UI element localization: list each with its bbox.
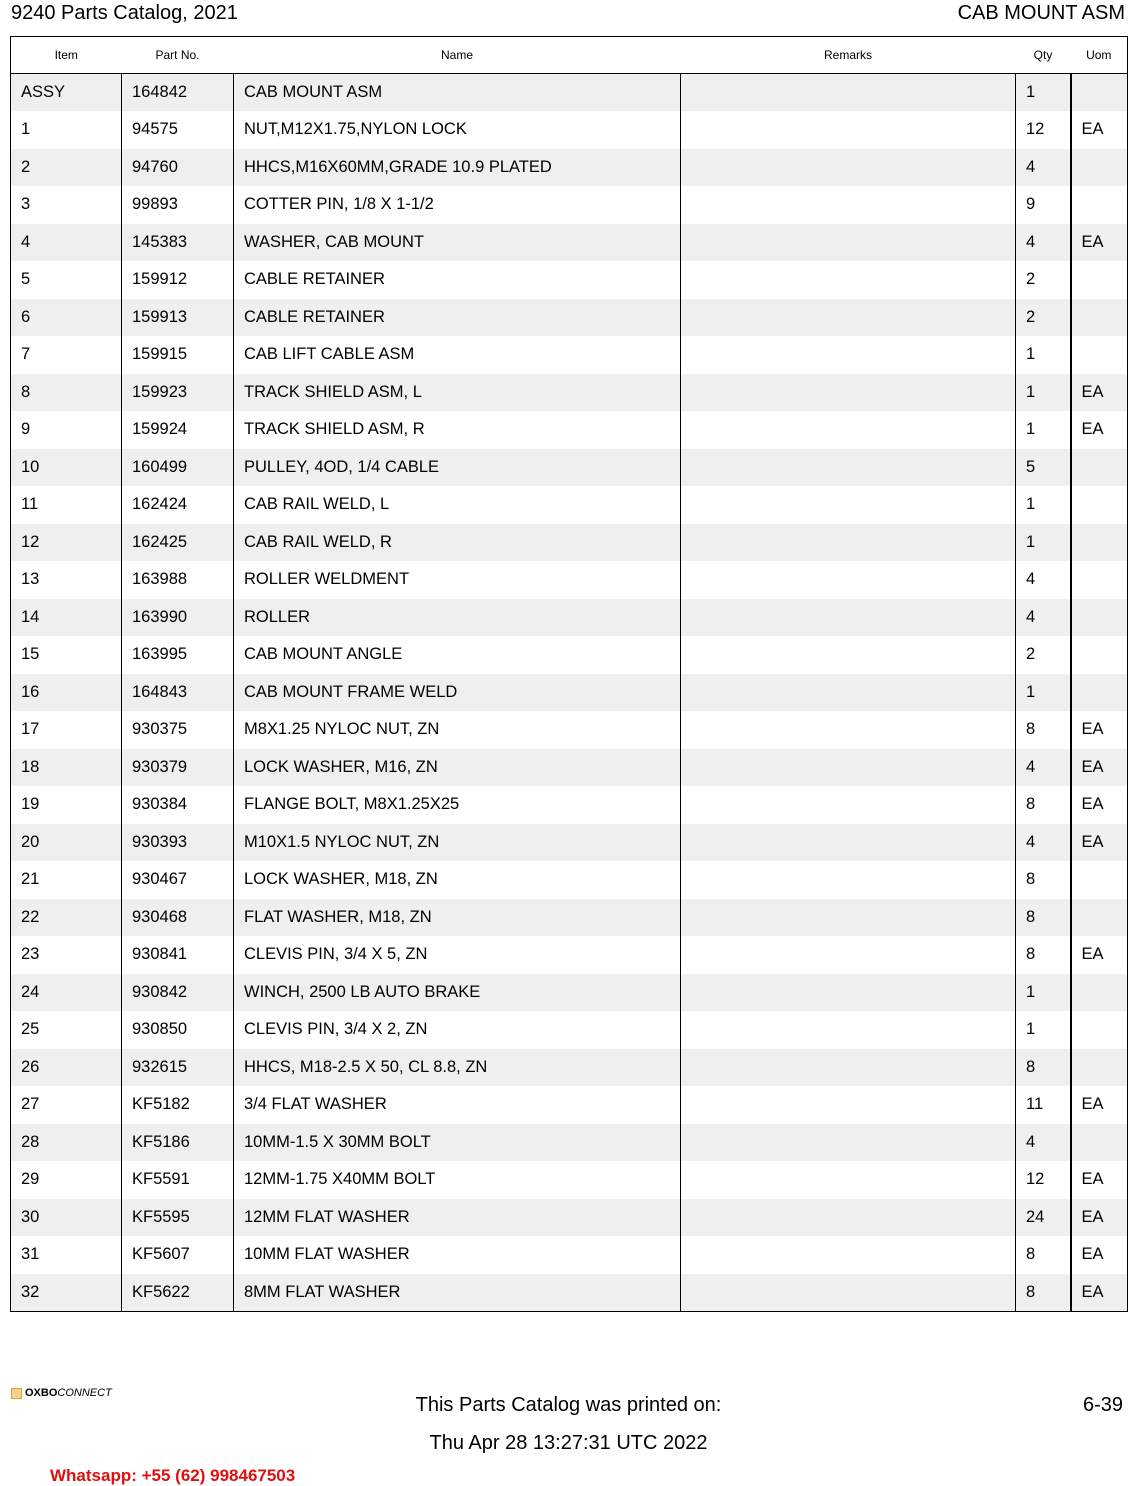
cell-item: 27 bbox=[11, 1086, 122, 1124]
table-row bbox=[11, 749, 1128, 787]
cell-qty: 1 bbox=[1016, 411, 1071, 449]
cell-item: 28 bbox=[11, 1124, 122, 1162]
cell-remarks bbox=[681, 486, 1016, 524]
cell-remarks bbox=[681, 936, 1016, 974]
cell-item: 32 bbox=[11, 1274, 122, 1312]
cell-remarks bbox=[681, 1161, 1016, 1199]
cell-part-no: 159915 bbox=[122, 336, 234, 374]
cell-name: HHCS, M18-2.5 X 50, CL 8.8, ZN bbox=[234, 1049, 681, 1087]
table-row bbox=[11, 636, 1128, 674]
cell-uom bbox=[1071, 636, 1128, 674]
column-header-item: Item bbox=[11, 37, 122, 74]
cell-qty: 8 bbox=[1016, 861, 1071, 899]
cell-name: LOCK WASHER, M18, ZN bbox=[234, 861, 681, 899]
cell-qty: 5 bbox=[1016, 449, 1071, 487]
cell-item: 19 bbox=[11, 786, 122, 824]
cell-uom bbox=[1071, 524, 1128, 562]
cell-remarks bbox=[681, 861, 1016, 899]
cell-remarks bbox=[681, 786, 1016, 824]
cell-remarks bbox=[681, 299, 1016, 337]
cell-uom bbox=[1071, 561, 1128, 599]
cell-remarks bbox=[681, 711, 1016, 749]
cell-name: HHCS,M16X60MM,GRADE 10.9 PLATED bbox=[234, 149, 681, 187]
cell-item: 12 bbox=[11, 524, 122, 562]
cell-qty: 4 bbox=[1016, 599, 1071, 637]
cell-remarks bbox=[681, 749, 1016, 787]
cell-uom: EA bbox=[1071, 374, 1128, 412]
cell-uom bbox=[1071, 974, 1128, 1012]
cell-qty: 4 bbox=[1016, 749, 1071, 787]
cell-part-no: 162425 bbox=[122, 524, 234, 562]
cell-uom: EA bbox=[1071, 786, 1128, 824]
table-row bbox=[11, 1049, 1128, 1087]
cell-remarks bbox=[681, 149, 1016, 187]
cell-qty: 2 bbox=[1016, 299, 1071, 337]
cell-item: 2 bbox=[11, 149, 122, 187]
cell-remarks bbox=[681, 599, 1016, 637]
parts-table-body bbox=[11, 74, 1128, 1312]
printed-label: This Parts Catalog was printed on: bbox=[415, 1394, 722, 1416]
cell-uom bbox=[1071, 149, 1128, 187]
cell-uom bbox=[1071, 486, 1128, 524]
cell-uom: EA bbox=[1071, 936, 1128, 974]
cell-item: 7 bbox=[11, 336, 122, 374]
cell-item: 11 bbox=[11, 486, 122, 524]
table-row bbox=[11, 899, 1128, 937]
cell-part-no: 163990 bbox=[122, 599, 234, 637]
cell-part-no: 930384 bbox=[122, 786, 234, 824]
cell-name: CAB MOUNT ANGLE bbox=[234, 636, 681, 674]
cell-remarks bbox=[681, 561, 1016, 599]
cell-item: 4 bbox=[11, 224, 122, 262]
table-row bbox=[11, 1274, 1128, 1312]
cell-remarks bbox=[681, 636, 1016, 674]
page-number: 6-39 bbox=[1082, 1394, 1123, 1416]
table-row bbox=[11, 824, 1128, 862]
cell-uom bbox=[1071, 74, 1128, 112]
cell-name: 12MM FLAT WASHER bbox=[234, 1199, 681, 1237]
cell-uom: EA bbox=[1071, 749, 1128, 787]
cell-remarks bbox=[681, 411, 1016, 449]
column-header-remarks: Remarks bbox=[681, 37, 1016, 74]
cell-part-no: 930379 bbox=[122, 749, 234, 787]
cell-item: 8 bbox=[11, 374, 122, 412]
cell-uom: EA bbox=[1071, 1236, 1128, 1274]
cell-part-no: 94575 bbox=[122, 111, 234, 149]
cell-remarks bbox=[681, 1049, 1016, 1087]
cell-name: 3/4 FLAT WASHER bbox=[234, 1086, 681, 1124]
table-row bbox=[11, 299, 1128, 337]
cell-qty: 8 bbox=[1016, 1274, 1071, 1312]
cell-part-no: 159912 bbox=[122, 261, 234, 299]
cell-remarks bbox=[681, 1199, 1016, 1237]
logo-text-bold: OXBO bbox=[25, 1387, 58, 1399]
cell-uom bbox=[1071, 1049, 1128, 1087]
cell-name: TRACK SHIELD ASM, R bbox=[234, 411, 681, 449]
cell-part-no: 163988 bbox=[122, 561, 234, 599]
cell-remarks bbox=[681, 449, 1016, 487]
cell-item: 23 bbox=[11, 936, 122, 974]
cell-item: 1 bbox=[11, 111, 122, 149]
cell-remarks bbox=[681, 674, 1016, 712]
cell-qty: 2 bbox=[1016, 636, 1071, 674]
cell-qty: 12 bbox=[1016, 111, 1071, 149]
cell-part-no: 162424 bbox=[122, 486, 234, 524]
cell-qty: 2 bbox=[1016, 261, 1071, 299]
table-row bbox=[11, 149, 1128, 187]
cell-item: 26 bbox=[11, 1049, 122, 1087]
cell-item: 9 bbox=[11, 411, 122, 449]
cell-qty: 8 bbox=[1016, 936, 1071, 974]
cell-qty: 1 bbox=[1016, 974, 1071, 1012]
cell-item: 17 bbox=[11, 711, 122, 749]
column-header-qty: Qty bbox=[1016, 37, 1071, 74]
cell-item: 13 bbox=[11, 561, 122, 599]
cell-part-no: KF5186 bbox=[122, 1124, 234, 1162]
cell-part-no: 930467 bbox=[122, 861, 234, 899]
cell-part-no: 930375 bbox=[122, 711, 234, 749]
cell-remarks bbox=[681, 1086, 1016, 1124]
table-row bbox=[11, 411, 1128, 449]
cell-qty: 1 bbox=[1016, 674, 1071, 712]
cell-remarks bbox=[681, 524, 1016, 562]
cell-part-no: 160499 bbox=[122, 449, 234, 487]
section-title: CAB MOUNT ASM bbox=[957, 2, 1125, 24]
cell-name: M8X1.25 NYLOC NUT, ZN bbox=[234, 711, 681, 749]
cell-item: 30 bbox=[11, 1199, 122, 1237]
cell-part-no: KF5591 bbox=[122, 1161, 234, 1199]
cell-name: NUT,M12X1.75,NYLON LOCK bbox=[234, 111, 681, 149]
table-row bbox=[11, 786, 1128, 824]
cell-uom bbox=[1071, 861, 1128, 899]
cell-remarks bbox=[681, 336, 1016, 374]
cell-uom bbox=[1071, 1011, 1128, 1049]
cell-part-no: 159923 bbox=[122, 374, 234, 412]
cell-item: 22 bbox=[11, 899, 122, 937]
cell-item: 5 bbox=[11, 261, 122, 299]
cell-item: 15 bbox=[11, 636, 122, 674]
cell-part-no: KF5607 bbox=[122, 1236, 234, 1274]
cell-name: 10MM-1.5 X 30MM BOLT bbox=[234, 1124, 681, 1162]
table-row bbox=[11, 674, 1128, 712]
cell-qty: 1 bbox=[1016, 1011, 1071, 1049]
cell-remarks bbox=[681, 374, 1016, 412]
cell-remarks bbox=[681, 186, 1016, 224]
cell-name: CAB MOUNT ASM bbox=[234, 74, 681, 112]
cell-name: CLEVIS PIN, 3/4 X 2, ZN bbox=[234, 1011, 681, 1049]
cell-uom: EA bbox=[1071, 1199, 1128, 1237]
cell-part-no: 159924 bbox=[122, 411, 234, 449]
table-row bbox=[11, 974, 1128, 1012]
cell-name: CLEVIS PIN, 3/4 X 5, ZN bbox=[234, 936, 681, 974]
cell-qty: 9 bbox=[1016, 186, 1071, 224]
cell-item: 3 bbox=[11, 186, 122, 224]
cell-name: 10MM FLAT WASHER bbox=[234, 1236, 681, 1274]
cell-remarks bbox=[681, 1274, 1016, 1312]
cell-item: 24 bbox=[11, 974, 122, 1012]
cell-qty: 1 bbox=[1016, 486, 1071, 524]
cell-part-no: 930842 bbox=[122, 974, 234, 1012]
table-row bbox=[11, 1161, 1128, 1199]
cell-name: ROLLER bbox=[234, 599, 681, 637]
printed-date: Thu Apr 28 13:27:31 UTC 2022 bbox=[429, 1432, 708, 1454]
cell-part-no: 930468 bbox=[122, 899, 234, 937]
cell-qty: 4 bbox=[1016, 824, 1071, 862]
cell-uom bbox=[1071, 599, 1128, 637]
logo-text-rest: CONNECT bbox=[57, 1387, 112, 1399]
cell-remarks bbox=[681, 224, 1016, 262]
cell-name: PULLEY, 4OD, 1/4 CABLE bbox=[234, 449, 681, 487]
cell-uom: EA bbox=[1071, 1161, 1128, 1199]
cell-remarks bbox=[681, 1011, 1016, 1049]
cell-uom bbox=[1071, 261, 1128, 299]
cell-uom bbox=[1071, 674, 1128, 712]
table-header-row bbox=[11, 37, 1128, 74]
cell-qty: 24 bbox=[1016, 1199, 1071, 1237]
cell-remarks bbox=[681, 111, 1016, 149]
cell-qty: 1 bbox=[1016, 336, 1071, 374]
table-row bbox=[11, 861, 1128, 899]
cell-name: CABLE RETAINER bbox=[234, 261, 681, 299]
table-row bbox=[11, 449, 1128, 487]
cell-item: 20 bbox=[11, 824, 122, 862]
cell-qty: 8 bbox=[1016, 711, 1071, 749]
cell-remarks bbox=[681, 261, 1016, 299]
cell-remarks bbox=[681, 974, 1016, 1012]
cell-part-no: 932615 bbox=[122, 1049, 234, 1087]
cell-item: 21 bbox=[11, 861, 122, 899]
cell-item: 18 bbox=[11, 749, 122, 787]
cell-name: 12MM-1.75 X40MM BOLT bbox=[234, 1161, 681, 1199]
cell-part-no: KF5182 bbox=[122, 1086, 234, 1124]
cell-remarks bbox=[681, 74, 1016, 112]
cell-item: 10 bbox=[11, 449, 122, 487]
cell-remarks bbox=[681, 1236, 1016, 1274]
cell-name: FLAT WASHER, M18, ZN bbox=[234, 899, 681, 937]
cell-name: TRACK SHIELD ASM, L bbox=[234, 374, 681, 412]
cell-name: WINCH, 2500 LB AUTO BRAKE bbox=[234, 974, 681, 1012]
cell-part-no: 94760 bbox=[122, 149, 234, 187]
cell-name: CAB RAIL WELD, L bbox=[234, 486, 681, 524]
column-header-part-no: Part No. bbox=[122, 37, 234, 74]
cell-part-no: 930393 bbox=[122, 824, 234, 862]
table-row bbox=[11, 1124, 1128, 1162]
cell-item: 25 bbox=[11, 1011, 122, 1049]
cell-uom bbox=[1071, 299, 1128, 337]
cell-part-no: 163995 bbox=[122, 636, 234, 674]
cell-uom: EA bbox=[1071, 1274, 1128, 1312]
cell-qty: 8 bbox=[1016, 786, 1071, 824]
cell-remarks bbox=[681, 824, 1016, 862]
table-row bbox=[11, 561, 1128, 599]
cell-item: 14 bbox=[11, 599, 122, 637]
table-row bbox=[11, 1086, 1128, 1124]
table-row bbox=[11, 74, 1128, 112]
cell-qty: 8 bbox=[1016, 1049, 1071, 1087]
cell-qty: 8 bbox=[1016, 1236, 1071, 1274]
cell-part-no: 145383 bbox=[122, 224, 234, 262]
table-row bbox=[11, 186, 1128, 224]
cell-part-no: KF5595 bbox=[122, 1199, 234, 1237]
cell-uom: EA bbox=[1071, 411, 1128, 449]
cell-part-no: 930841 bbox=[122, 936, 234, 974]
cell-item: ASSY bbox=[11, 74, 122, 112]
parts-table bbox=[10, 36, 1128, 1312]
cell-item: 29 bbox=[11, 1161, 122, 1199]
cell-name: CAB LIFT CABLE ASM bbox=[234, 336, 681, 374]
table-row bbox=[11, 261, 1128, 299]
cell-item: 31 bbox=[11, 1236, 122, 1274]
cell-uom bbox=[1071, 186, 1128, 224]
table-row bbox=[11, 336, 1128, 374]
table-row bbox=[11, 524, 1128, 562]
cell-remarks bbox=[681, 1124, 1016, 1162]
cell-uom bbox=[1071, 899, 1128, 937]
cell-name: ROLLER WELDMENT bbox=[234, 561, 681, 599]
cell-name: CAB RAIL WELD, R bbox=[234, 524, 681, 562]
cell-uom bbox=[1071, 449, 1128, 487]
table-row bbox=[11, 486, 1128, 524]
cell-item: 16 bbox=[11, 674, 122, 712]
cell-uom: EA bbox=[1071, 824, 1128, 862]
cell-name: CABLE RETAINER bbox=[234, 299, 681, 337]
cell-qty: 4 bbox=[1016, 1124, 1071, 1162]
cell-part-no: KF5622 bbox=[122, 1274, 234, 1312]
table-row bbox=[11, 374, 1128, 412]
cell-uom bbox=[1071, 1124, 1128, 1162]
column-header-name: Name bbox=[234, 37, 681, 74]
cell-part-no: 159913 bbox=[122, 299, 234, 337]
cell-name: WASHER, CAB MOUNT bbox=[234, 224, 681, 262]
table-row bbox=[11, 1011, 1128, 1049]
cell-uom: EA bbox=[1071, 711, 1128, 749]
cell-qty: 1 bbox=[1016, 374, 1071, 412]
cell-part-no: 164843 bbox=[122, 674, 234, 712]
table-row bbox=[11, 711, 1128, 749]
cell-qty: 4 bbox=[1016, 149, 1071, 187]
table-row bbox=[11, 599, 1128, 637]
table-row bbox=[11, 1236, 1128, 1274]
cell-qty: 11 bbox=[1016, 1086, 1071, 1124]
cell-name: M10X1.5 NYLOC NUT, ZN bbox=[234, 824, 681, 862]
cell-name: COTTER PIN, 1/8 X 1-1/2 bbox=[234, 186, 681, 224]
cell-uom: EA bbox=[1071, 111, 1128, 149]
cell-qty: 4 bbox=[1016, 224, 1071, 262]
cell-part-no: 164842 bbox=[122, 74, 234, 112]
cell-name: FLANGE BOLT, M8X1.25X25 bbox=[234, 786, 681, 824]
cell-qty: 8 bbox=[1016, 899, 1071, 937]
cell-qty: 1 bbox=[1016, 74, 1071, 112]
whatsapp-contact: Whatsapp: +55 (62) 998467503 bbox=[50, 1466, 296, 1485]
cell-name: 8MM FLAT WASHER bbox=[234, 1274, 681, 1312]
cell-part-no: 99893 bbox=[122, 186, 234, 224]
cell-name: CAB MOUNT FRAME WELD bbox=[234, 674, 681, 712]
cell-item: 6 bbox=[11, 299, 122, 337]
catalog-title: 9240 Parts Catalog, 2021 bbox=[11, 2, 238, 24]
cell-remarks bbox=[681, 899, 1016, 937]
cell-qty: 12 bbox=[1016, 1161, 1071, 1199]
cell-part-no: 930850 bbox=[122, 1011, 234, 1049]
cell-name: LOCK WASHER, M16, ZN bbox=[234, 749, 681, 787]
table-row bbox=[11, 224, 1128, 262]
cell-uom: EA bbox=[1071, 224, 1128, 262]
table-row bbox=[11, 936, 1128, 974]
cell-qty: 4 bbox=[1016, 561, 1071, 599]
table-row bbox=[11, 111, 1128, 149]
cell-uom bbox=[1071, 336, 1128, 374]
column-header-uom: Uom bbox=[1071, 37, 1128, 74]
table-row bbox=[11, 1199, 1128, 1237]
cell-uom: EA bbox=[1071, 1086, 1128, 1124]
cell-qty: 1 bbox=[1016, 524, 1071, 562]
